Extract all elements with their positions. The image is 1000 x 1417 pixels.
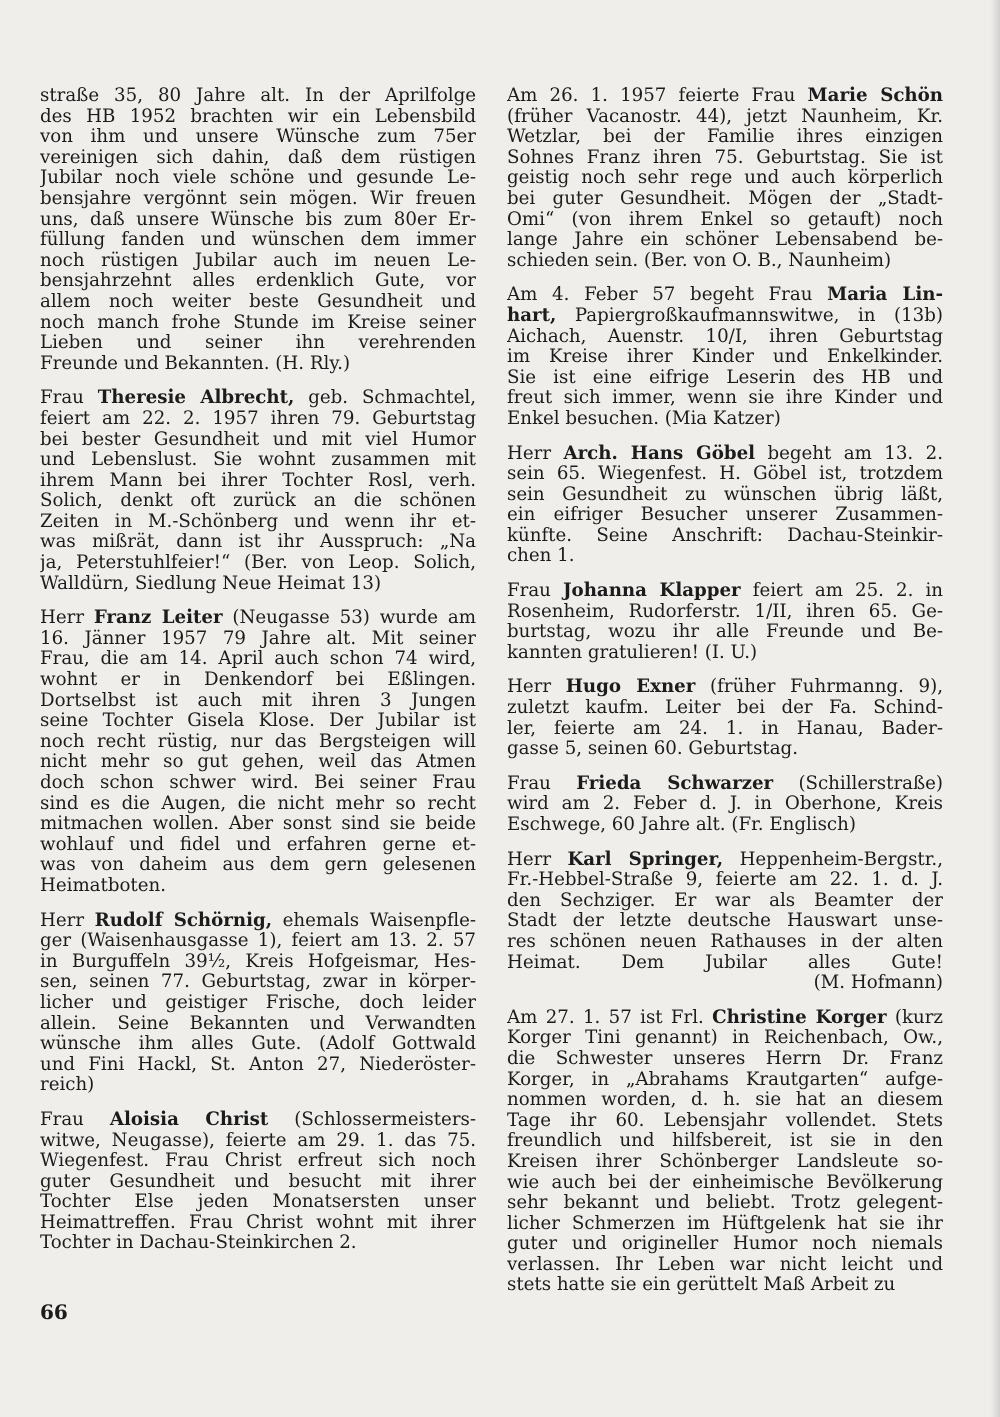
text-line: seine Tochter Gisela Klose. Der Jubilar ist: [40, 711, 476, 732]
text-line: Frau Theresie Albrecht, geb. Schmachtel,: [40, 388, 476, 409]
text-line: Am 26. 1. 1957 feierte Frau Marie Schön: [507, 86, 943, 106]
person-name: Arch. Hans Göbel: [563, 443, 756, 464]
text-line: Herr Karl Springer, Heppenheim-Bergstr.,: [507, 849, 943, 870]
text-line: wohnt er in Denkendorf bei Eßlingen.: [40, 670, 476, 691]
article-paragraph: [507, 444, 943, 568]
article-paragraph: [507, 677, 943, 759]
text-line: ja, Peterstuhlfeier!“ (Ber. von Leop. Solich,: [40, 553, 476, 574]
text-line: Rosenheim, Rudorferstr. 1/II, ihren 65. Ge-: [507, 601, 943, 622]
text-line: Fr.-Hebbel-Straße 9, feierte am 22. 1. d. J.: [507, 870, 943, 891]
text-line: bensjahre vergönnt sein mögen. Wir freuen: [40, 188, 476, 209]
text-line: und Lebenslust. Sie wohnt zusammen mit: [40, 450, 476, 471]
text-line: chen 1.: [507, 546, 575, 567]
text-line: Heimatboten.: [40, 875, 166, 896]
article-paragraph: [40, 86, 476, 374]
text-line: doch schon schwer wird. Bei seiner Frau: [40, 773, 476, 793]
text-line: die Schwester unseres Herrn Dr. Franz: [507, 1048, 943, 1069]
article-paragraph: [507, 1008, 943, 1296]
text-line: sein Gesundheit zu wünschen übrig läßt,: [507, 484, 943, 505]
text-line: Heimat. Dem Jubilar alles Gute!: [507, 952, 943, 973]
text-line: (M. Hofmann): [813, 973, 943, 994]
text-line: zuletzt kaufm. Leiter bei der Fa. Schind-: [507, 698, 943, 719]
text-line: licher Schmerzen im Hüftgelenk hat sie ihr: [507, 1213, 943, 1234]
text-line: nicht mehr so gut gehen, weil das Atmen: [40, 752, 476, 773]
person-name: Karl Springer,: [567, 849, 724, 870]
text-line: Walldürn, Siedlung Neue Heimat 13): [40, 573, 382, 594]
text-line: (früher Vacanostr. 44), jetzt Naunheim, Kr.: [507, 106, 943, 127]
text-line: Lieben und seiner ihn verehrenden: [40, 333, 476, 354]
person-name: hart,: [507, 305, 557, 326]
text-line: uns, daß unsere Wünsche bis zum 80er Er-: [40, 209, 476, 230]
text-line: wünsche ihm alles Gute. (Adolf Gottwald: [40, 1034, 476, 1055]
text-line: mitmachen wollen. Aber sonst sind sie beide: [40, 814, 476, 835]
text-line: Wetzlar, bei der Familie ihres einzigen: [507, 127, 943, 148]
text-line: füllung fanden und wünschen dem immer: [40, 230, 476, 251]
text-line: Sie ist eine eifrige Leserin des HB und: [507, 367, 943, 388]
page-number: 66: [40, 1300, 68, 1324]
person-name: Marie Schön: [807, 86, 943, 106]
text-line: Stadt der letzte deutsche Hauswart unse-: [507, 911, 943, 932]
text-line: Eschwege, 60 Jahre alt. (Fr. Englisch): [507, 815, 856, 835]
text-line: Sohnes Franz ihren 75. Geburtstag. Sie ist: [507, 147, 943, 168]
text-line: guter und origineller Humor noch niemals: [507, 1234, 943, 1255]
text-line: freundlich und hilfsbereit, ist sie in den: [507, 1131, 943, 1152]
text-line: den Sechziger. Er war als Beamter der: [507, 890, 943, 911]
text-line: ein eifriger Besucher unserer Zusammen-: [507, 505, 943, 526]
text-line: feiert am 22. 2. 1957 ihren 79. Geburtstag: [40, 408, 476, 429]
text-line: Frau, die am 14. April auch schon 74 wird,: [40, 649, 476, 670]
text-line: Aichach, Auenstr. 10/I, ihren Geburtstag: [507, 326, 943, 347]
text-line: bensjahrzehnt alles erdenklich Gute, vor: [40, 271, 476, 292]
text-line: Omi“ (von ihrem Enkel so getauft) noch: [507, 209, 943, 230]
text-line: Wiegenfest. Frau Christ erfreut sich noch: [40, 1151, 476, 1172]
text-line: Am 27. 1. 57 ist Frl. Christine Korger (kurz: [507, 1007, 943, 1028]
text-line: Jubilar noch viele schöne und gesunde Le-: [40, 168, 476, 189]
text-line: allem noch weiter beste Gesundheit und: [40, 291, 476, 312]
text-line: sehr bekannt und beliebt. Trotz gelegent-: [507, 1193, 943, 1214]
text-line: Korger Tini genannt) in Reichenbach, Ow.,: [507, 1028, 943, 1049]
text-line: freut sich immer, wenn sie ihre Kinder und: [507, 388, 943, 409]
article-paragraph: [40, 1110, 476, 1254]
text-line: hart, Papiergroßkaufmannswitwe, in (13b): [507, 305, 943, 326]
text-line: Herr Arch. Hans Göbel begeht am 13. 2.: [507, 443, 943, 464]
text-line: was mißrät, dann ist ihr Ausspruch: „Na: [40, 532, 476, 553]
article-paragraph: [40, 911, 476, 1096]
text-line: wie auch bei der einheimische Bevölkerung: [507, 1172, 943, 1193]
text-line: Heimattreffen. Frau Christ wohnt mit ihrer: [40, 1212, 476, 1233]
person-name: Hugo Exner: [565, 677, 696, 698]
text-line: und Fini Hackl, St. Anton 27, Niederöster-: [40, 1054, 476, 1075]
text-line: ihrem Mann bei ihrer Tochter Rosl, verh.: [40, 470, 476, 491]
text-line: Freunde und Bekannten. (H. Rly.): [40, 353, 351, 374]
text-line: verlassen. Ihr Leben war nicht leicht und: [507, 1254, 943, 1275]
text-line: Frau Frieda Schwarzer (Schillerstraße): [507, 773, 943, 794]
person-name: Frieda Schwarzer: [576, 773, 774, 794]
text-line: res schönen neuen Rathauses in der alten: [507, 931, 943, 952]
article-paragraph: [40, 608, 476, 896]
text-line: Enkel besuchen. (Mia Katzer): [507, 408, 781, 429]
person-name: Rudolf Schörnig,: [94, 910, 273, 931]
text-line: in Burguffeln 39½, Kreis Hofgeismar, Hes-: [40, 951, 476, 972]
text-line: noch recht rüstig, nur das Bergsteigen will: [40, 731, 476, 752]
article-paragraph: [507, 774, 943, 836]
text-line: Korger, in „Abrahams Krautgarten“ aufge-: [507, 1069, 943, 1090]
text-line: guter Gesundheit und besucht mit ihrer: [40, 1171, 476, 1192]
article-paragraph: [507, 285, 943, 429]
article-paragraph: [507, 581, 943, 663]
person-name: Theresie Albrecht,: [97, 388, 295, 409]
text-line: bei guter Gesundheit. Mögen der „Stadt-: [507, 188, 943, 209]
text-line: nommen worden, d. h. sie hat an diesem: [507, 1090, 943, 1111]
text-line: kannten gratulieren! (I. U.): [507, 642, 758, 663]
text-line: burtstag, wozu ihr alle Freunde und Be-: [507, 622, 943, 643]
text-line: ger (Waisenhausgasse 1), feiert am 13. 2. 57: [40, 931, 476, 952]
text-line: wohlauf und fidel und erfahren gerne et-: [40, 834, 476, 855]
text-line: gasse 5, seinen 60. Geburtstag.: [507, 739, 798, 760]
text-line: Herr Rudolf Schörnig, ehemals Waisenpfle-: [40, 910, 476, 931]
text-line: Dortselbst ist auch mit ihren 3 Jungen: [40, 690, 476, 711]
text-line: ler, feierte am 24. 1. in Hanau, Bader-: [507, 718, 943, 739]
text-line: des HB 1952 brachten wir ein Lebensbild: [40, 106, 476, 127]
text-line: Am 4. Feber 57 begeht Frau Maria Lin-: [507, 285, 943, 306]
person-name: Maria Lin-: [827, 285, 943, 306]
text-line: allein. Seine Bekannten und Verwandten: [40, 1013, 476, 1034]
right-column: [507, 86, 943, 1310]
text-line: geistig noch sehr rege und auch körperlich: [507, 168, 943, 189]
text-line: wird am 2. Feber d. J. in Oberhone, Kreis: [507, 794, 943, 815]
page-edge-shadow: [990, 0, 1000, 1417]
text-line: Tochter in Dachau-Steinkirchen 2.: [40, 1233, 357, 1254]
text-line: Frau Johanna Klapper feiert am 25. 2. in: [507, 581, 943, 602]
text-line: was von daheim aus dem gern gelesenen: [40, 855, 476, 876]
text-line: Herr Franz Leiter (Neugasse 53) wurde am: [40, 608, 476, 629]
text-line: noch manch frohe Stunde im Kreise seiner: [40, 312, 476, 333]
text-line: sind es die Augen, die nicht mehr so recht: [40, 793, 476, 814]
text-line: vereinigen sich dahin, daß dem rüstigen: [40, 147, 476, 168]
text-line: bei bester Gesundheit und mit viel Humor: [40, 429, 476, 450]
text-line: lange Jahre ein schöner Lebensabend be-: [507, 230, 943, 251]
text-line: witwe, Neugasse), feierte am 29. 1. das 75.: [40, 1130, 476, 1151]
article-paragraph: [507, 86, 943, 271]
person-name: Aloisia Christ: [109, 1109, 269, 1130]
text-line: sen, seinen 77. Geburtstag, zwar in körper-: [40, 972, 476, 993]
left-column: [40, 86, 476, 1268]
text-line: künfte. Seine Anschrift: Dachau-Steinkir-: [507, 525, 943, 546]
text-line: 16. Jänner 1957 79 Jahre alt. Mit seiner: [40, 628, 476, 649]
text-line: reich): [40, 1075, 95, 1096]
text-line: im Kreise ihrer Kinder und Enkelkinder.: [507, 347, 943, 368]
text-line: noch rüstigen Jubilar auch im neuen Le-: [40, 250, 476, 271]
text-line: Herr Hugo Exner (früher Fuhrmanng. 9),: [507, 677, 943, 698]
text-line: stets hatte sie ein gerüttelt Maß Arbeit zu: [507, 1275, 896, 1296]
article-paragraph: [507, 850, 943, 994]
text-line: Tochter Else jeden Monatsersten unser: [40, 1192, 476, 1213]
text-line: von ihm und unsere Wünsche zum 75er: [40, 127, 476, 148]
text-line: Zeiten in M.-Schönberg und wenn ihr et-: [40, 511, 476, 532]
text-line: licher und geistiger Frische, doch leider: [40, 992, 476, 1013]
text-line: sein 65. Wiegenfest. H. Göbel ist, trotzdem: [507, 464, 943, 485]
text-line: schieden sein. (Ber. von O. B., Naunheim): [507, 250, 892, 271]
article-paragraph: [40, 388, 476, 594]
text-line: Tage ihr 60. Lebensjahr vollendet. Stets: [507, 1110, 943, 1131]
text-line: straße 35, 80 Jahre alt. In der Aprilfolge: [40, 86, 476, 106]
text-line: Kreisen ihrer Schönberger Landsleute so-: [507, 1151, 943, 1172]
text-line: Solich, denkt oft zurück an die schönen: [40, 491, 476, 512]
person-name: Franz Leiter: [93, 608, 223, 629]
person-name: Johanna Klapper: [562, 581, 741, 602]
text-line: Frau Aloisia Christ (Schlossermeisters-: [40, 1109, 476, 1130]
person-name: Christine Korger: [712, 1007, 887, 1028]
